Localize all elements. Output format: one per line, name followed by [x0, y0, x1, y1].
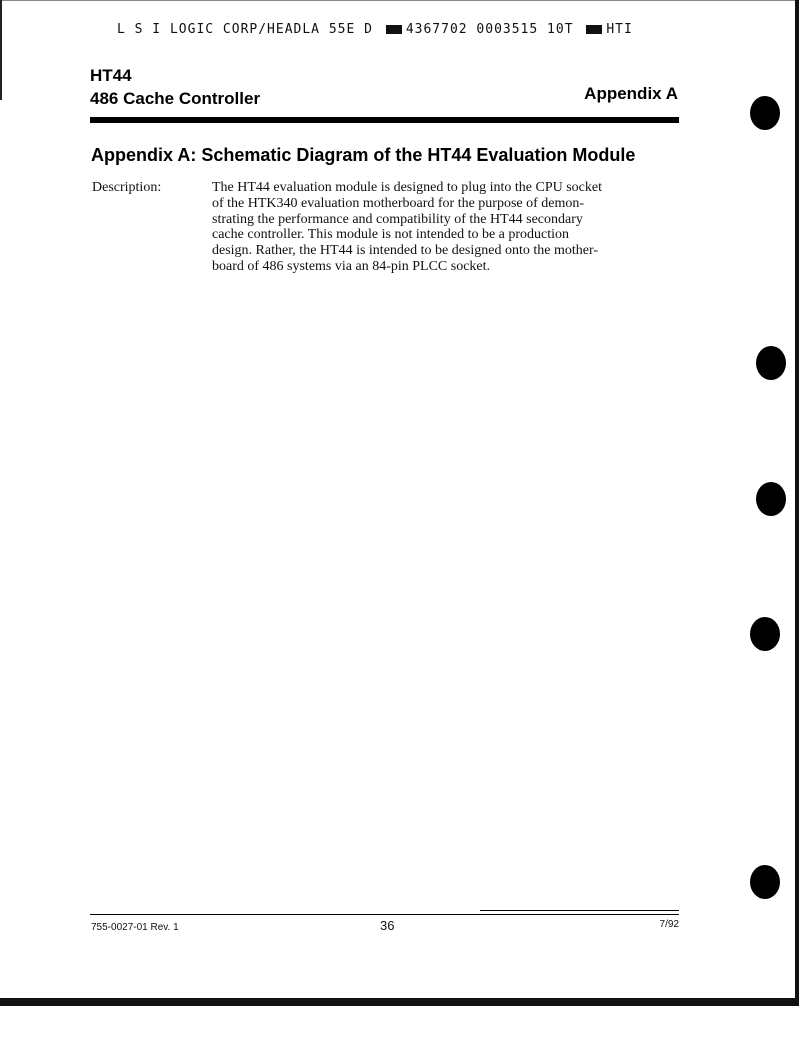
description-line: of the HTK340 evaluation motherboard for the purpose of demon-: [212, 195, 585, 211]
punch-hole-2: [756, 346, 786, 380]
section-title: Appendix A: Schematic Diagram of the HT44 Evaluation Module: [91, 145, 636, 165]
description-text: [212, 180, 662, 275]
description-label: Description:: [92, 180, 162, 195]
product-subtitle: 486 Cache Controller: [90, 89, 261, 108]
punch-hole-4: [750, 617, 780, 651]
fax-header-sender: L S I LOGIC CORP/HEADLA 55E D: [117, 22, 373, 37]
fax-marker-block: [586, 25, 602, 34]
scan-right-edge: [795, 0, 799, 1000]
fax-header: [117, 22, 633, 37]
header-rule: [90, 117, 679, 123]
description-line: board of 486 systems via an 84-pin PLCC socket.: [212, 258, 491, 274]
punch-hole-3: [756, 482, 786, 516]
scan-bottom-edge: [0, 998, 799, 1006]
footer-doc-number: 755-0027-01 Rev. 1: [91, 922, 179, 933]
description-line: cache controller. This module is not intended to be a production: [212, 227, 570, 243]
description-line: strating the performance and compatibility of the HT44 secondary: [212, 211, 583, 227]
scan-left-edge: [0, 0, 2, 100]
fax-header-id: HTI: [606, 22, 633, 37]
description-line: design. Rather, the HT44 is intended to be designed onto the mother-: [212, 243, 599, 259]
footer-rule-thin: [480, 910, 679, 911]
footer-rule: [90, 914, 679, 915]
fax-header-code: 4367702 0003515 10T: [405, 22, 574, 37]
scan-top-edge: [0, 0, 799, 1]
product-name: HT44: [90, 66, 132, 85]
footer-page-number: 36: [380, 918, 395, 933]
section-label: Appendix A: [584, 84, 678, 103]
punch-hole-5: [750, 865, 780, 899]
fax-marker-block: [386, 25, 402, 34]
punch-hole-1: [750, 96, 780, 130]
description-line: The HT44 evaluation module is designed to plug into the CPU socket: [212, 180, 602, 195]
footer-date: 7/92: [659, 919, 679, 930]
